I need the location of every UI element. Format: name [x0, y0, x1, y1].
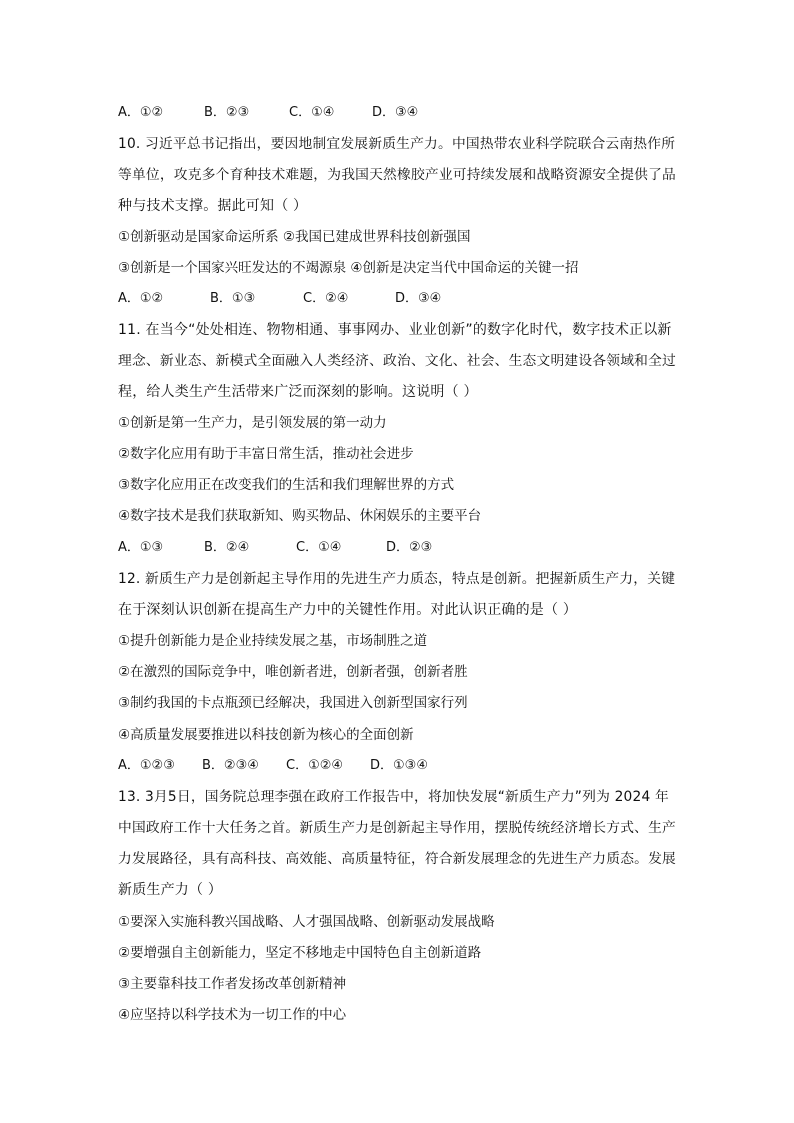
q10-stem-line-1: 10. 习近平总书记指出，要因地制宜发展新质生产力。中国热带农业科学院联合云南热作所 — [118, 136, 676, 152]
q12-stem-line-1: 12. 新质生产力是创新起主导作用的先进生产力质态，特点是创新。把握新质生产力，关键 — [118, 571, 676, 587]
q11-item-4: ④数字技术是我们获取新知、购买物品、休闲娱乐的主要平台 — [118, 508, 482, 524]
q13-stem-line-2: 中国政府工作十大任务之首。新质生产力是创新起主导作用，摆脱传统经济增长方式、生产 — [118, 820, 677, 836]
q11-option-c[interactable]: C．①④ — [296, 540, 342, 555]
q11-option-a[interactable]: A．①③ — [118, 540, 164, 555]
q13-item-3: ③主要靠科技工作者发扬改革创新精神 — [118, 976, 347, 992]
q13-stem-line-4: 新质生产力（ ） — [118, 882, 223, 898]
q13-item-4: ④应坚持以科学技术为一切工作的中心 — [118, 1007, 347, 1023]
q13-item-1: ①要深入实施科教兴国战略、人才强国战略、创新驱动发展战略 — [118, 914, 495, 930]
q11-item-2: ②数字化应用有助于丰富日常生活，推动社会进步 — [118, 446, 414, 462]
q9-option-a[interactable]: A．①② — [118, 105, 164, 120]
q9-option-c[interactable]: C．①④ — [289, 105, 335, 120]
q10-option-c[interactable]: C．②④ — [303, 291, 349, 306]
q12-stem-line-2: 在于深刻认识创新在提高生产力中的关键性作用。对此认识正确的是（ ） — [118, 602, 578, 618]
q11-item-3: ③数字化应用正在改变我们的生活和我们理解世界的方式 — [118, 477, 455, 493]
q11-stem-line-2: 理念、新业态、新模式全面融入人类经济、政治、文化、社会、生态文明建设各领域和全过 — [118, 353, 677, 369]
q11-stem-line-3: 程，给人类生产生活带来广泛而深刻的影响。这说明（ ） — [118, 384, 478, 400]
q12-item-2: ②在激烈的国际竞争中，唯创新者进，创新者强，创新者胜 — [118, 664, 468, 680]
q10-option-d[interactable]: D．③④ — [395, 291, 442, 306]
q11-option-b[interactable]: B．②④ — [204, 540, 250, 555]
q10-stem-line-3: 种与技术支撑。据此可知（ ） — [118, 198, 308, 214]
q12-option-a[interactable]: A．①②③ — [118, 758, 175, 773]
q13-stem-line-3: 力发展路径，具有高科技、高效能、高质量特征，符合新发展理念的先进生产力质态。发展 — [118, 851, 677, 867]
q12-item-4: ④高质量发展要推进以科技创新为核心的全面创新 — [118, 727, 414, 743]
q11-options — [118, 538, 432, 558]
q9-options — [118, 103, 418, 123]
q9-option-d[interactable]: D．③④ — [372, 105, 419, 120]
q12-item-3: ③制约我国的卡点瓶颈已经解决，我国进入创新型国家行列 — [118, 695, 468, 711]
q10-option-b[interactable]: B．①③ — [210, 291, 256, 306]
q10-item-row-2: ③创新是一个国家兴旺发达的不竭源泉 ④创新是决定当代中国命运的关键一招 — [118, 260, 579, 276]
q12-options — [118, 756, 428, 776]
q13-item-2: ②要增强自主创新能力，坚定不移地走中国特色自主创新道路 — [118, 945, 482, 961]
q9-option-b[interactable]: B．②③ — [204, 105, 250, 120]
q10-item-row-1: ①创新驱动是国家命运所系 ②我国已建成世界科技创新强国 — [118, 229, 471, 245]
q12-option-c[interactable]: C．①②④ — [286, 758, 344, 773]
q11-stem-line-1: 11. 在当今“处处相连、物物相通、事事网办、业业创新”的数字化时代，数字技术正以新 — [118, 322, 672, 338]
q10-stem-line-2: 等单位，攻克多个育种技术难题，为我国天然橡胶产业可持续发展和战略资源安全提供了品 — [118, 167, 677, 183]
q10-option-a[interactable]: A．①② — [118, 291, 164, 306]
q12-item-1: ①提升创新能力是企业持续发展之基，市场制胜之道 — [118, 633, 428, 649]
q11-option-d[interactable]: D．②③ — [386, 540, 433, 555]
q10-options — [118, 289, 441, 309]
q12-option-d[interactable]: D．①③④ — [370, 758, 428, 773]
q12-option-b[interactable]: B．②③④ — [202, 758, 259, 773]
q13-stem-line-1: 13. 3月5日，国务院总理李强在政府工作报告中，将加快发展“新质生产力”列为 2024 年 — [118, 789, 669, 805]
q11-item-1: ①创新是第一生产力，是引领发展的第一动力 — [118, 415, 387, 431]
